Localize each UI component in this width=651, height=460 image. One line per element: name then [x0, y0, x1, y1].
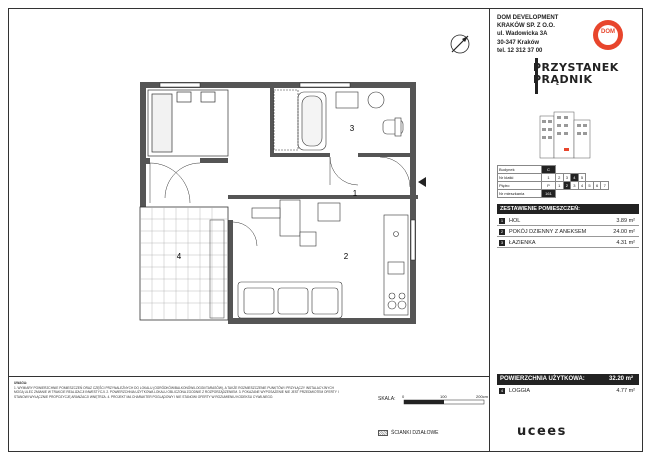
info-cell: 5 — [586, 182, 594, 190]
partition-walls-swatch — [378, 430, 388, 436]
info-cell: 3 — [563, 174, 571, 182]
ucees-logo: ucees — [517, 424, 567, 439]
info-row — [498, 190, 609, 198]
info-label: Piętro — [498, 182, 542, 190]
info-cell: C — [542, 166, 556, 174]
room-number: 3 — [500, 240, 504, 245]
loggia-area — [140, 207, 228, 320]
legend-label: ŚCIANKI DZIAŁOWE — [391, 430, 439, 436]
project-name-line1: PRZYSTANEK — [533, 61, 619, 74]
info-cell: 3 — [571, 182, 579, 190]
info-label: Nr mieszkania — [498, 190, 542, 198]
entrance-arrow-icon — [418, 177, 426, 187]
bathroom-fixtures — [274, 90, 403, 150]
info-cell: 161 — [542, 190, 556, 198]
kitchen-fixtures — [384, 215, 408, 315]
info-cell: 5 — [578, 174, 586, 182]
info-cell: 2 — [563, 182, 571, 190]
info-cell: P — [542, 182, 556, 190]
notes-title: UWAGA: — [14, 381, 28, 385]
room-area: 24.00 m² — [613, 229, 635, 235]
scale-label: SKALA: — [378, 396, 396, 402]
loggia-name: LOGGIA — [509, 388, 531, 394]
info-label: Budynek — [498, 166, 542, 174]
compass-icon — [451, 35, 469, 53]
room-row — [497, 216, 639, 226]
total-area-label: POWIERZCHNIA UŻYTKOWA: — [500, 376, 585, 382]
plan-label-2: 2 — [343, 252, 349, 261]
room-name: HOL — [509, 218, 521, 224]
info-row — [498, 182, 609, 190]
location-table — [497, 165, 609, 198]
furniture — [238, 200, 342, 318]
info-cell: 1 — [556, 182, 564, 190]
scale-tick-0: 0 — [402, 394, 405, 399]
info-cell: 6 — [593, 182, 601, 190]
plan-label-3: 3 — [349, 124, 355, 133]
info-cell: 2 — [556, 174, 564, 182]
room-number: 2 — [500, 229, 504, 234]
room-area: 4.31 m² — [616, 240, 635, 246]
company-line: tel. 12 312 37 00 — [497, 47, 543, 54]
bed-icon — [148, 90, 228, 156]
room-row — [497, 238, 639, 248]
dom-logo — [593, 20, 623, 50]
scale-tick-2: 200cm — [476, 394, 489, 399]
scale-tick-1: 100 — [440, 394, 447, 399]
total-area-value: 32.20 m² — [608, 376, 633, 382]
rooms-header: ZESTAWIENIE POMIESZCZEŃ: — [497, 204, 639, 214]
info-label: Nr klatki — [498, 174, 542, 182]
room-number: 1 — [500, 218, 504, 223]
building-elevation-icon — [538, 110, 594, 160]
room-area: 3.89 m² — [616, 218, 635, 224]
info-cell: 4 — [578, 182, 586, 190]
company-line: KRAKÓW SP. Z O.O. — [497, 23, 555, 30]
room-name: ŁAZIENKA — [509, 240, 536, 246]
company-line: 30-347 Kraków — [497, 39, 540, 46]
notes-block — [14, 381, 344, 399]
notes-text: 1. WYMIARY POWIERZCHNIE POMIESZCZEŃ ORAZ CZĘŚCI PRZYNALEŻNYCH DO LOKALU (OGRÓDKÓW/BALKONÓW/LOGGII/TARASÓW), A TAKŻE ROZMIESZCZENIE PUNKTÓW I PRZYŁĄCZY INSTALACYJNYCH MOGĄ ULEC ZMIANIE W TRAKCIE REALIZACJI INWESTYCJI. 2. POWIERZCHNIA UŻYTKOWA LOKALU OBLICZONA ZGODNIE Z ROZPORZĄDZENIEM. 3. POKAZANE WYPOSAŻENIE NIE JEST PRZEDMIOTEM OFERTY I STANOWI WYŁĄCZNIE PROPOZYCJĘ ARANŻACJI WNĘTRZA. 4. PROJEKT MA CHARAKTER POGLĄDOWY I NIE STANOWI OFERTY W ROZUMIENIU KODEKSU CYWILNEGO. — [14, 386, 339, 399]
total-area-bar — [497, 374, 639, 385]
info-cell: 1 — [542, 174, 556, 182]
info-row — [498, 174, 609, 182]
plan-label-1: 1 — [352, 189, 358, 198]
company-info — [497, 14, 558, 55]
room-row — [497, 227, 639, 237]
loggia-number: 4 — [500, 388, 504, 393]
company-line: ul. Wadowicka 3A — [497, 31, 548, 38]
loggia-area: 4.77 m² — [616, 388, 635, 394]
project-name-line2: PRĄDNIK — [533, 73, 593, 86]
scale-bar — [404, 400, 484, 404]
info-row — [498, 166, 609, 174]
info-cell: 7 — [601, 182, 609, 190]
company-line: DOM DEVELOPMENT — [497, 15, 559, 21]
plan-label-4: 4 — [176, 252, 182, 261]
dom-logo-text: DOM — [601, 29, 615, 35]
loggia-row — [497, 386, 639, 396]
room-name: POKÓJ DZIENNY Z ANEKSEM — [509, 229, 587, 235]
info-cell: 4 — [571, 174, 579, 182]
project-logo — [533, 62, 619, 86]
